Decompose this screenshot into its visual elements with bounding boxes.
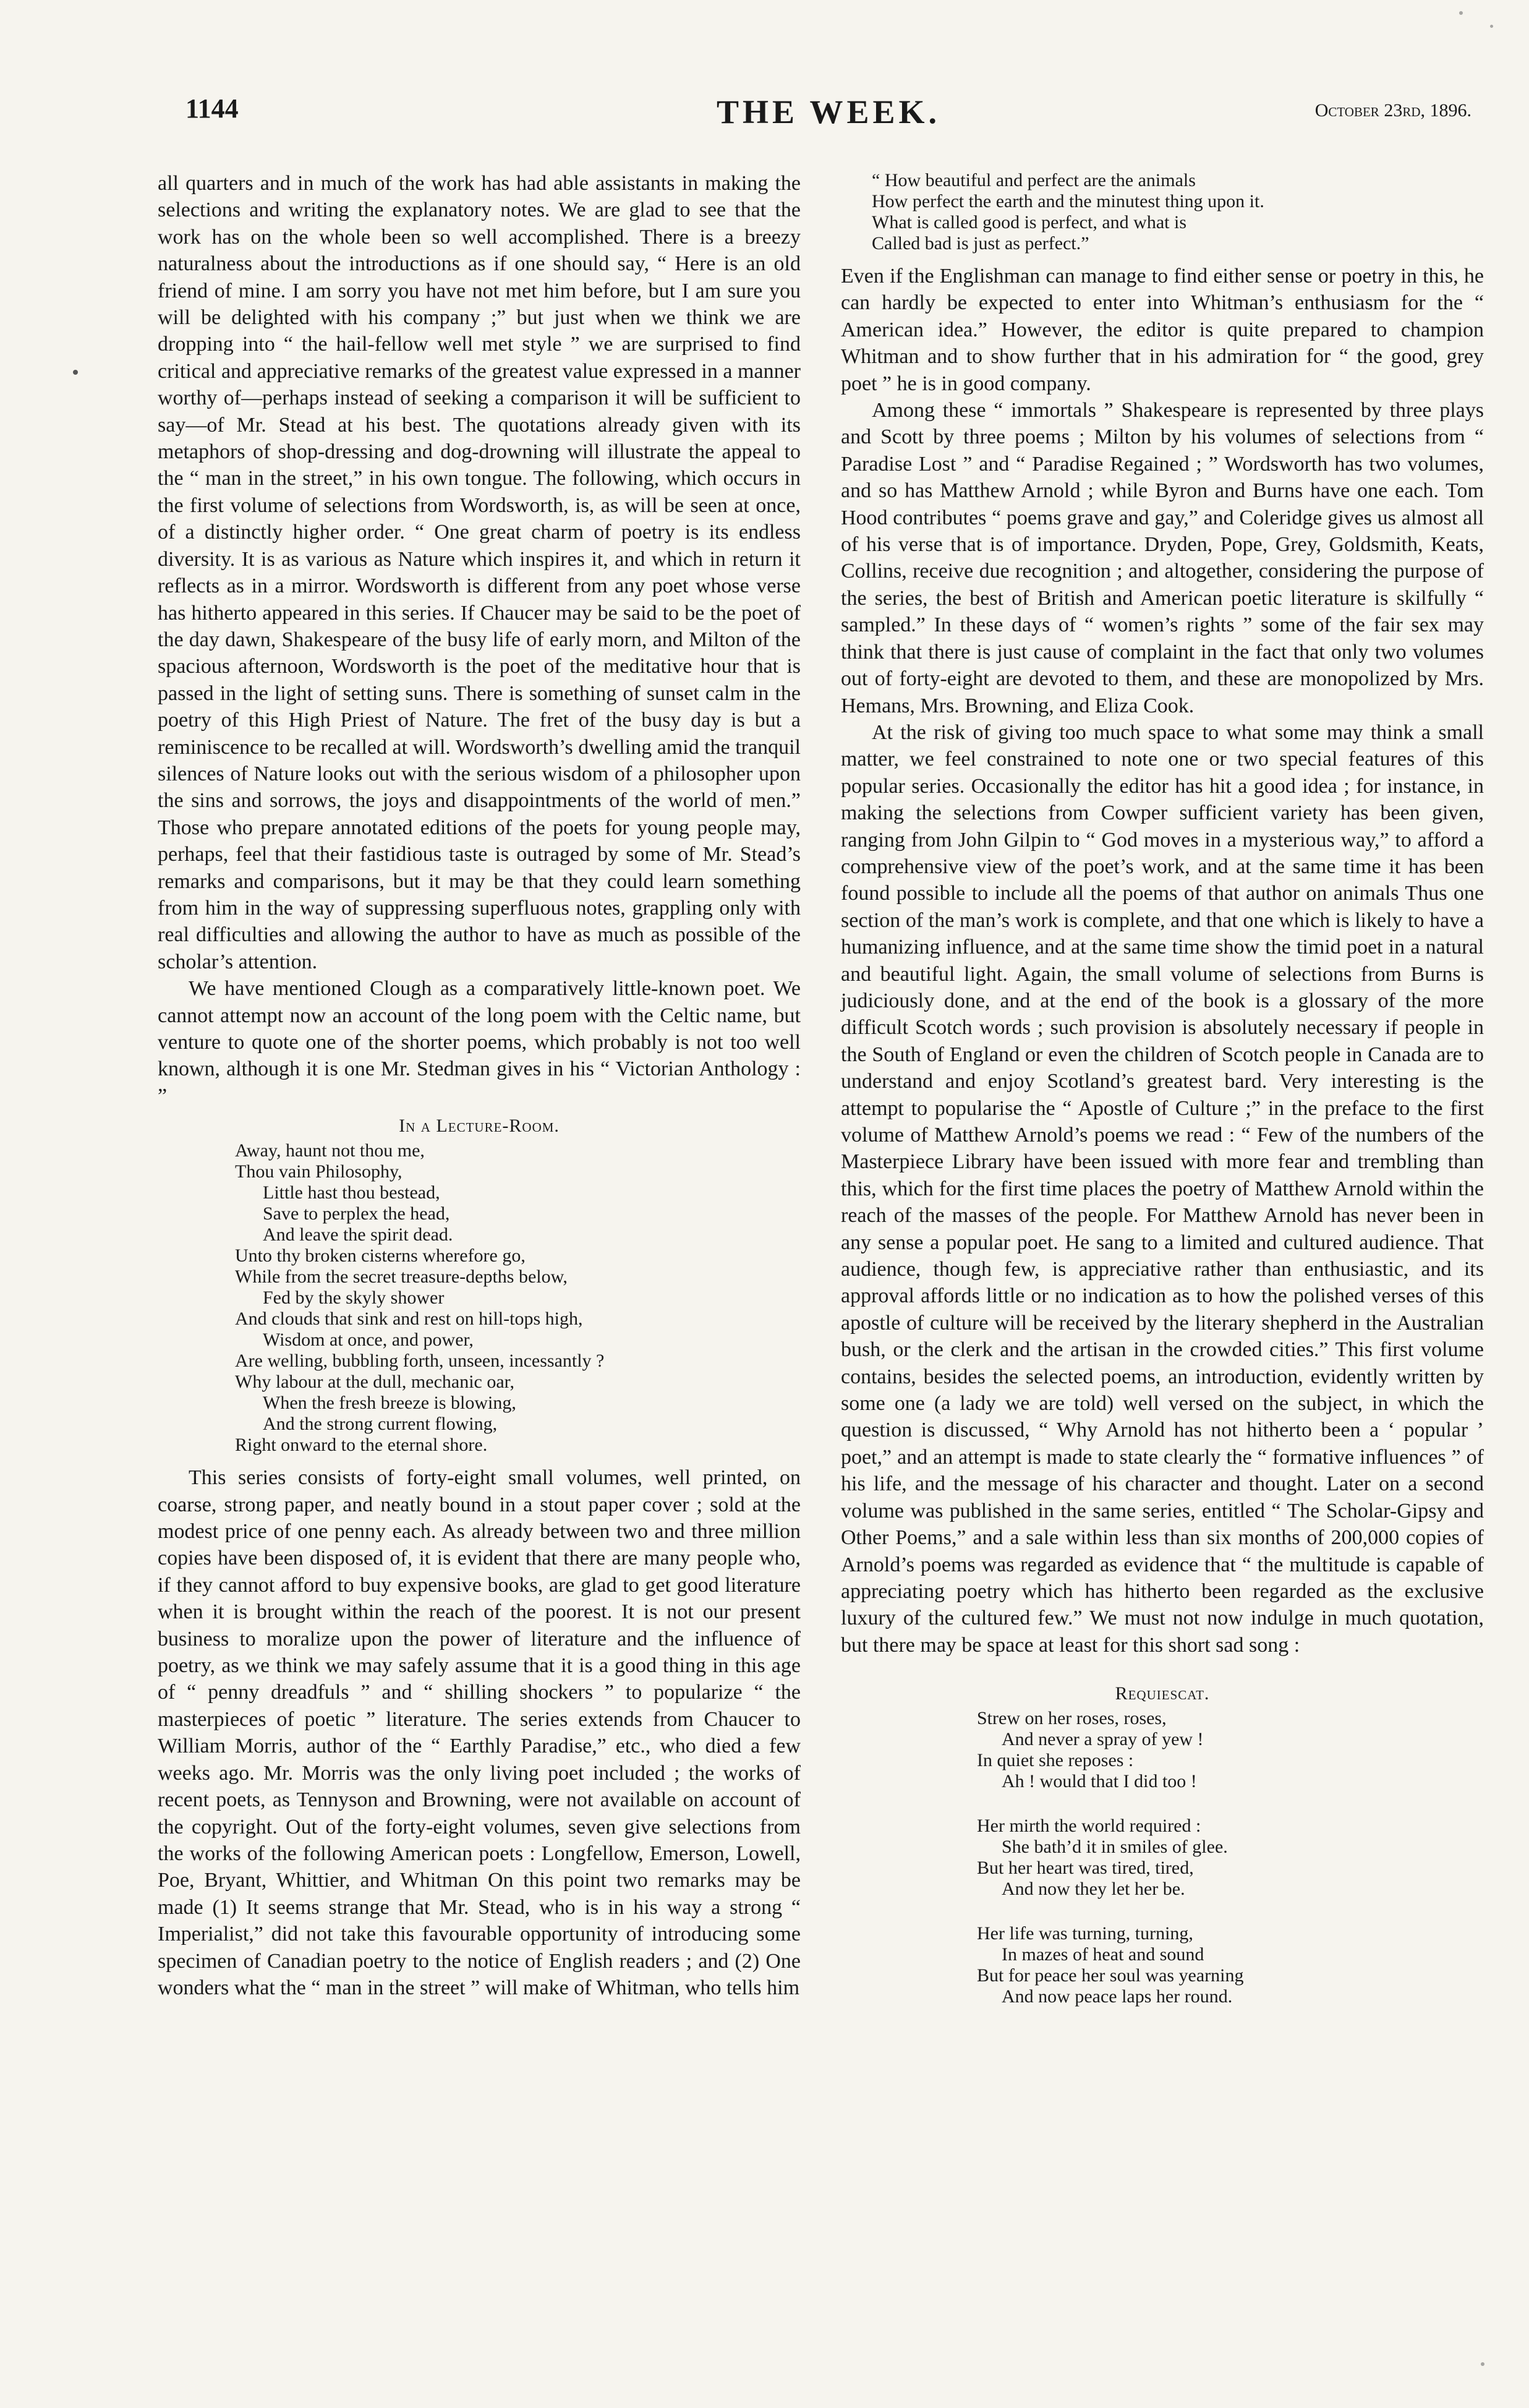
paragraph: Among these “ immortals ” Shakespeare is represented by three plays and Scott by three poems ; Milton by his volumes of selections from “ Paradise Lost ” and “ Paradise Regained ; ” Wordsworth has two volumes, and so has Matthew Arnold ; while Byron and Burns have one each. Tom Hood contributes “ poems grave and gay,” and Coleridge gives us almost all of his verse that is of importance. Dryden, Pope, Grey, Goldsmith, Keats, Collins, receive due recognition ; and altogether, considering the purpose of the series, the best of British and American poetic literature is skilfully “ sampled.” In these days of “ women’s rights ” some of the fair sex may think that there is just cause of complaint in the fact that only two volumes out of forty-eight are devoted to them, and these are monopolized by Mrs. Hemans, Mrs. Browning, and Eliza Cook. bbox=[841, 399, 1484, 717]
poem-title: Requiescat. bbox=[1115, 1683, 1210, 1704]
poem-line: Little hast thou bestead, bbox=[263, 1182, 440, 1203]
poem-line: And clouds that sink and rest on hill-tops high, bbox=[235, 1309, 583, 1330]
whitman-quotation bbox=[841, 170, 1484, 254]
right-column bbox=[841, 164, 1484, 2016]
poem-line: Unto thy broken cisterns wherefore go, bbox=[235, 1245, 526, 1266]
page-header bbox=[185, 93, 1472, 136]
stanza bbox=[841, 1816, 1484, 1900]
poem-lecture-room bbox=[158, 1116, 801, 1456]
quote-line: Called bad is just as perfect.” bbox=[872, 233, 1089, 254]
poem-line: She bath’d it in smiles of glee. bbox=[1002, 1837, 1228, 1858]
print-speck bbox=[1490, 25, 1493, 28]
paragraph: We have mentioned Clough as a comparatively little-known poet. We cannot attempt now an account of the long poem with the Celtic name, but venture to quote one of the shorter poems, which probably is not too well known, although it is one Mr. Stedman gives in his “ Victorian Anthology : ” bbox=[158, 977, 801, 1108]
print-speck bbox=[1459, 11, 1463, 15]
page-number: 1144 bbox=[185, 93, 239, 124]
poem-line: In mazes of heat and sound bbox=[1002, 1944, 1204, 1965]
poem-line: And now they let her be. bbox=[1002, 1879, 1185, 1900]
quote-line: How perfect the earth and the minutest thing upon it. bbox=[872, 191, 1264, 211]
left-column bbox=[158, 170, 801, 2001]
poem-line: And the strong current flowing, bbox=[263, 1414, 498, 1435]
paragraph: all quarters and in much of the work has had able assistants in making the selections and writing the explanatory notes. We are glad to see that the work has on the whole been so well accomplished. There is a breezy naturalness about the introductions as if one should say, “ Here is an old friend of mine. I am sorry you have not met him before, but I am sure you will be delighted with his company ;” but just when we think we are dropping into “ the hail-fellow well met style ” we are surprised to find critical and appreciative remarks of the greatest value expressed in a manner worthy of—perhaps instead of seeking a comparison it will be sufficient to say—of Mr. Stead at his best. The quotations already given with its metaphors of shop-dressing and dog-drowning will illustrate the appeal to the “ man in the street,” in his own tongue. The following, which occurs in the first volume of selections from Wordsworth, is, as will be seen at once, of a distinctly higher order. “ One great charm of poetry is its endless diversity. It is as various as Nature which inspires it, and which in return it reflects as in a mirror. Wordsworth is different from any poet whose verse has hitherto appeared in this series. If Chaucer may be said to be the poet of the day dawn, Shakespeare of the busy life of early morn, and Milton of the spacious afternoon, Wordsworth is the poet of the meditative hour that is passed in the light of setting suns. There is something of sunset calm in the poetry of this High Priest of Nature. The fret of the busy day is but a reminiscence to be recalled at will. Wordsworth’s dwelling amid the tranquil silences of Nature looks out with the serious wisdom of a philosopher upon the sins and sorrows, the joys and disappointments of the world of men.” Those who prepare annotated editions of the poets for young people may, perhaps, feel that their fastidious taste is outraged by some of Mr. Stead’s remarks and comparisons, but it may be that they could learn something from him in the way of suppressing superfluous notes, grappling only with real difficulties and allowing the author to have as much as possible of the scholar’s attention. bbox=[158, 172, 801, 973]
poem-line: Ah ! would that I did too ! bbox=[1002, 1771, 1197, 1792]
print-speck bbox=[73, 370, 78, 375]
paragraph: Even if the Englishman can manage to find either sense or poetry in this, he can hardly be expected to enter into Whitman’s enthusiasm for the “ American idea.” However, the editor is quite prepared to champion Whitman and to show further that in his admiration for “ the good, grey poet ” he is in good company. bbox=[841, 265, 1484, 395]
poem-requiescat bbox=[841, 1683, 1484, 2007]
poem-line: And never a spray of yew ! bbox=[1002, 1729, 1204, 1750]
poem-line: Thou vain Philosophy, bbox=[235, 1161, 402, 1182]
print-speck bbox=[1481, 2362, 1484, 2366]
poem-line: Fed by the skyly shower bbox=[263, 1287, 445, 1309]
poem-line: Away, haunt not thou me, bbox=[235, 1140, 425, 1161]
paragraph: This series consists of forty-eight small volumes, well printed, on coarse, strong paper, and neatly bound in a stout paper cover ; sold at the modest price of one penny each. As already between two and three million copies have been disposed of, it is evident that there are many people who, if they cannot afford to buy expensive books, are glad to get good literature when it is brought within the reach of the poorest. It is not our present business to moralize upon the power of literature and the influence of poetry, as we think we may safely assume that it is a good thing in this age of “ penny dreadfuls ” and “ shilling shockers ” to popularize “ the masterpieces of poetic ” literature. The series extends from Chaucer to William Morris, author of the “ Earthly Paradise,” etc., who died a few weeks ago. Mr. Morris was the only living poet included ; the works of recent poets, as Tennyson and Browning, were not available on account of the copyright. Out of the forty-eight volumes, seven give selections from the works of the following American poets : Longfellow, Emerson, Lowell, Poe, Bryant, Whittier, and Whitman On this point two remarks may be made (1) It seems strange that Mr. Stead, who is in his way a strong “ Imperialist,” did not take this favourable opportunity of introducing some specimen of Canadian poetry to the notice of English readers ; and (2) One wonders what the “ man in the street ” will make of Whitman, who tells him bbox=[158, 1466, 801, 1999]
stanza bbox=[841, 1923, 1484, 2007]
masthead: THE WEEK. bbox=[716, 93, 941, 130]
poem-line: And now peace laps her round. bbox=[1002, 1986, 1233, 2007]
quote-line: What is called good is perfect, and what is bbox=[872, 212, 1187, 233]
poem-line: Strew on her roses, roses, bbox=[977, 1708, 1167, 1729]
paragraph: At the risk of giving too much space to what some may think a small matter, we feel constrained to note one or two special features of this popular series. Occasionally the editor has hit a good idea ; for instance, in making the selections from Cowper sufficient variety has been given, ranging from John Gilpin to “ God moves in a mysterious way,” to afford a comprehensive view of the poet’s work, and at the same time it has been found possible to include all the poems of that author on animals Thus one section of the man’s work is complete, and that one which is likely to have a humanizing influence, and at the same time show the timid poet in a natural and beautiful light. Again, the small volume of selections from Burns is judiciously done, and at the end of the book is a glossary of the more difficult Scotch words ; such provision is absolutely necessary if people in the South of England or even the children of Scotch people in Canada are to understand and enjoy Scotland’s greatest bard. Very interesting is the attempt to popularise the “ Apostle of Culture ;” in the preface to the first volume of Matthew Arnold’s poems we read : “ Few of the numbers of the Masterpiece Library have been issued with more fear and trembling than this, which for the first time places the poetry of Matthew Arnold within the reach of the masses of the people. For Matthew Arnold has never been in any sense a popular poet. He sang to a limited and cultured audience. That audience, though few, is appreciative rather than enthusiastic, and its approval affords little or no indication as to how the polished verses of this apostle of culture will be received by the literary shepherd in the Australian bush, or the clerk and the artisan in the crowded cities.” This first volume contains, besides the selected poems, an introduction, evidently written by some one (a lady we are told) well versed on the subject, in which the question is discussed, “ Why Arnold has not hitherto been a ‘ popular ’ poet,” and an attempt is made to state clearly the “ formative influences ” of his life, and the message of his character and thought. Later on a second volume was published in the same series, entitled “ The Scholar-Gipsy and Other Poems,” and a sale within less than six months of 200,000 copies of Arnold’s poems was regarded as evidence that “ the multitude is capable of appreciating poetry which has hitherto been regarded as the exclusive luxury of the cultured few.” We must not now indulge in much quotation, but there may be space at least for this short sad song : bbox=[841, 720, 1484, 1657]
poem-line: When the fresh breeze is blowing, bbox=[263, 1393, 516, 1414]
poem-line: In quiet she reposes : bbox=[977, 1750, 1134, 1771]
poem-line: But for peace her soul was yearning bbox=[977, 1965, 1244, 1986]
issue-date: October 23rd, 1896. bbox=[1314, 100, 1472, 121]
poem-line: Her mirth the world required : bbox=[977, 1816, 1201, 1837]
poem-line: Her life was turning, turning, bbox=[977, 1923, 1193, 1944]
stanza bbox=[841, 1708, 1484, 1792]
quote-line: “ How beautiful and perfect are the animals bbox=[872, 170, 1196, 190]
poem-line: And leave the spirit dead. bbox=[263, 1224, 453, 1245]
poem-line: Why labour at the dull, mechanic oar, bbox=[235, 1372, 514, 1393]
poem-title: In a Lecture-Room. bbox=[399, 1116, 560, 1137]
poem-line: Right onward to the eternal shore. bbox=[235, 1435, 488, 1456]
poem-line: Save to perplex the head, bbox=[263, 1203, 450, 1224]
poem-line: While from the secret treasure-depths below, bbox=[235, 1266, 568, 1287]
poem-line: Are welling, bubbling forth, unseen, incessantly ? bbox=[235, 1351, 605, 1372]
poem-line: Wisdom at once, and power, bbox=[263, 1330, 474, 1351]
poem-line: But her heart was tired, tired, bbox=[977, 1858, 1194, 1879]
